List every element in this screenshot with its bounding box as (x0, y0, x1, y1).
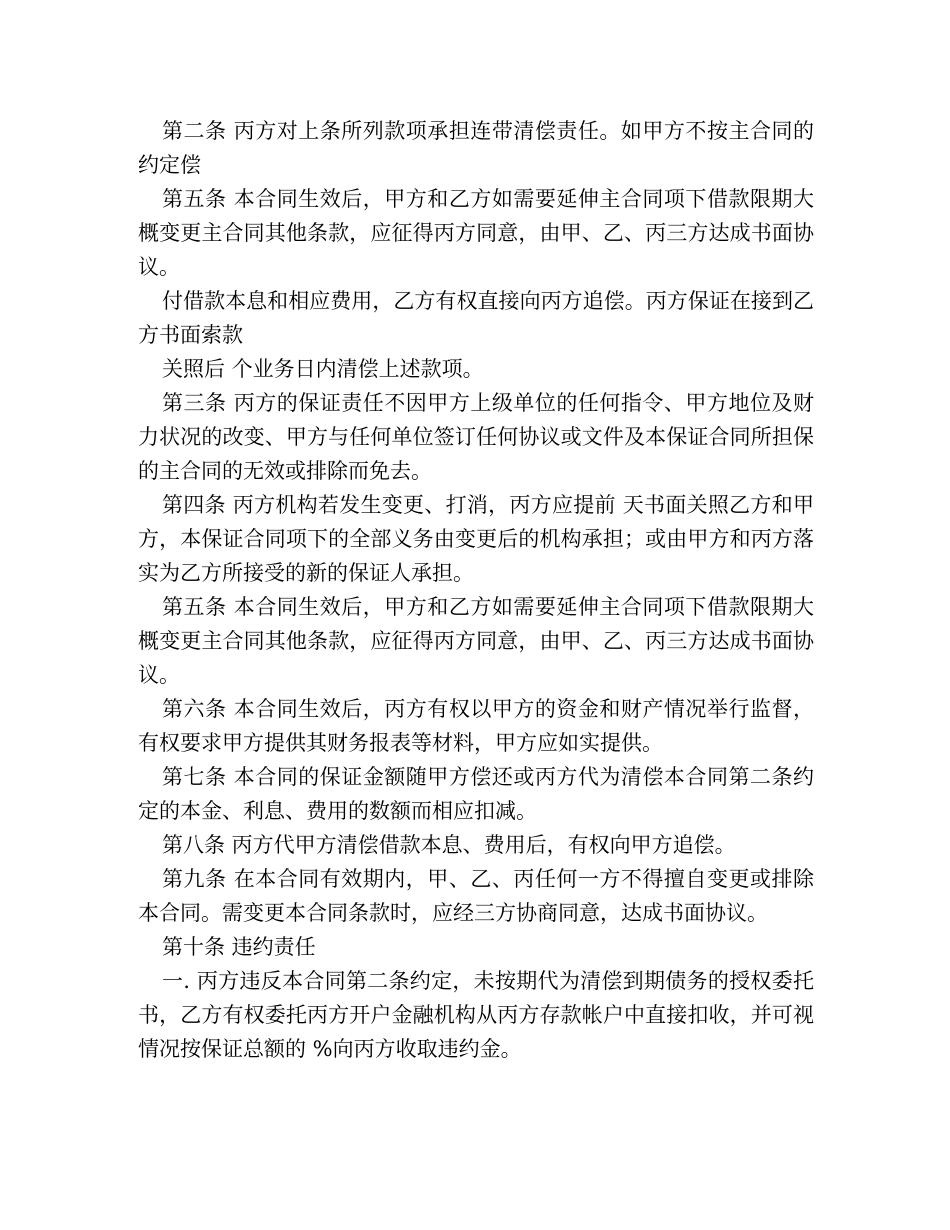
paragraph-notice: 关照后 个业务日内清偿上述款项。 (162, 357, 484, 381)
paragraph-article-8: 第八条 丙方代甲方清偿借款本息、费用后，有权向甲方追偿。 (162, 833, 736, 857)
paragraph-article-5: 第五条 本合同生效后，甲方和乙方如需要延伸主合同项下借款限期大概变更主合同其他条款，应征得丙方同意，由甲、乙、丙三方达成书面协议。 (138, 187, 814, 279)
paragraph-article-10-item-1: 一. 丙方违反本合同第二条约定，未按期代为清偿到期债务的授权委托书，乙方有权委托丙方开户金融机构从丙方存款帐户中直接扣收，并可视情况按保证总额的 %向丙方收取违约金。 (138, 969, 814, 1061)
paragraph-article-3: 第三条 丙方的保证责任不因甲方上级单位的任何指令、甲方地位及财力状况的改变、甲方与任何单位签订任何协议或文件及本保证合同所担保的主合同的无效或排除而免去。 (138, 391, 814, 483)
paragraph-article-9: 第九条 在本合同有效期内，甲、乙、丙任何一方不得擅自变更或排除本合同。需变更本合同条款时，应经三方协商同意，达成书面协议。 (138, 867, 814, 925)
document-body (138, 114, 814, 1066)
paragraph-article-5-repeat: 第五条 本合同生效后，甲方和乙方如需要延伸主合同项下借款限期大概变更主合同其他条款，应征得丙方同意，由甲、乙、丙三方达成书面协议。 (138, 595, 814, 687)
paragraph-continuation: 付借款本息和相应费用，乙方有权直接向丙方追偿。丙方保证在接到乙方书面索款 (138, 289, 814, 347)
paragraph-article-4: 第四条 丙方机构若发生变更、打消，丙方应提前 天书面关照乙方和甲方，本保证合同项下的全部义务由变更后的机构承担；或由甲方和丙方落实为乙方所接受的新的保证人承担。 (138, 493, 814, 585)
paragraph-article-7: 第七条 本合同的保证金额随甲方偿还或丙方代为清偿本合同第二条约定的本金、利息、费用的数额而相应扣减。 (138, 765, 814, 823)
paragraph-article-2: 第二条 丙方对上条所列款项承担连带清偿责任。如甲方不按主合同的约定偿 (138, 119, 814, 177)
paragraph-article-10-heading: 第十条 违约责任 (162, 935, 316, 959)
paragraph-article-6: 第六条 本合同生效后，丙方有权以甲方的资金和财产情况举行监督，有权要求甲方提供其财务报表等材料，甲方应如实提供。 (138, 697, 814, 755)
